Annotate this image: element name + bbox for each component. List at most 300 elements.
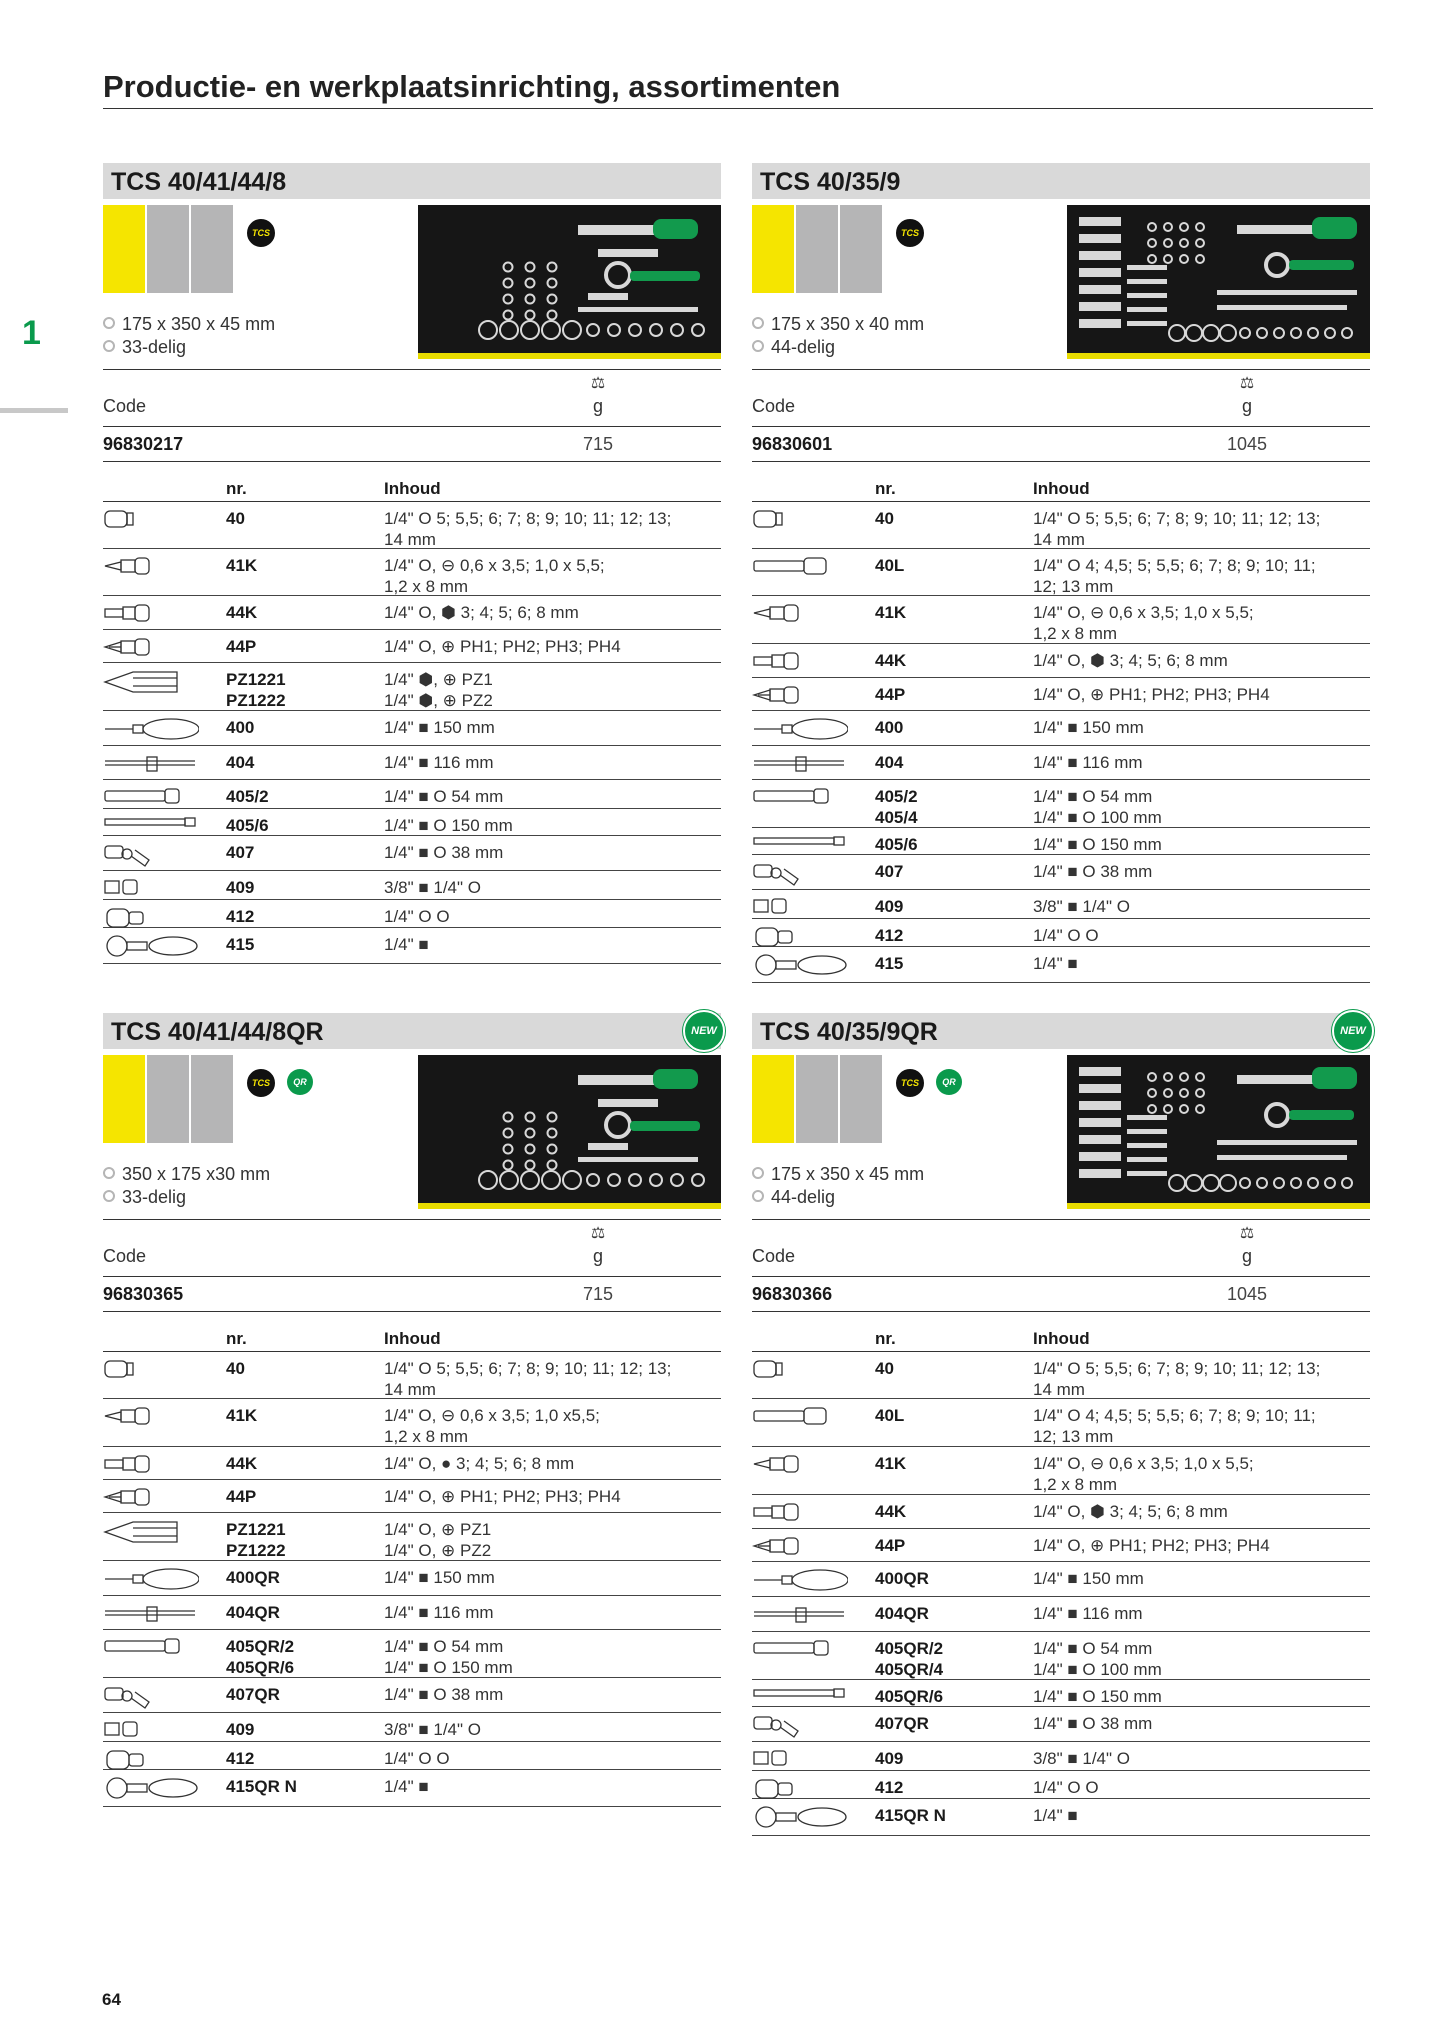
adapter-icon [103, 1719, 198, 1739]
product-photo [1067, 1055, 1370, 1209]
article-code-row [103, 425, 721, 462]
table-row [103, 502, 721, 549]
logos [896, 1069, 974, 1097]
item-number: 407QR [875, 1714, 929, 1733]
item-contents: 1/4" ■ [1033, 1806, 1078, 1825]
table-row [103, 1447, 721, 1480]
dimensions [752, 1163, 924, 1186]
extension-bar-long-icon [103, 815, 198, 835]
section-header [103, 1013, 721, 1049]
table-row [103, 836, 721, 871]
item-contents: 1/4" ■ 116 mm [384, 1603, 494, 1622]
table-row [103, 1630, 721, 1678]
code-table-header [752, 1219, 1370, 1277]
table-row [752, 1352, 1370, 1399]
table-row [752, 746, 1370, 780]
color-swatches [752, 205, 884, 293]
item-number: 44P [226, 637, 257, 656]
dimensions-text: 175 x 350 x 45 mm [122, 314, 276, 334]
item-contents: 3/8" ■ 1/4" O [1033, 897, 1130, 916]
weight-unit: g [1241, 396, 1252, 416]
nr-header: nr. [875, 1329, 896, 1348]
code-table-header [103, 1219, 721, 1277]
item-number: 44K [875, 651, 907, 670]
item-number: 409 [226, 878, 255, 897]
item-contents: 1/4" O, ⊖ 0,6 x 3,5; 1,0 x 5,5; 1,2 x 8 mm [1033, 603, 1254, 643]
table-row [752, 502, 1370, 549]
item-number: 44P [226, 1487, 257, 1506]
table-row [103, 711, 721, 746]
contents-table [103, 1327, 721, 1807]
new-badge: NEW [1332, 1010, 1374, 1052]
table-row [103, 1513, 721, 1561]
socket-icon [752, 1358, 847, 1378]
bit-socket-icon [752, 1453, 847, 1473]
item-contents: 1/4" ■ 150 mm [384, 1568, 495, 1587]
logos [247, 219, 287, 247]
item-number: 44K [875, 1502, 907, 1521]
item-number: 407 [875, 862, 904, 881]
piece-count-text: 44-delig [771, 1187, 836, 1207]
section-title: TCS 40/41/44/8 [111, 168, 287, 196]
extension-bar-icon [103, 786, 198, 806]
item-contents: 1/4" O, ⬢ 3; 4; 5; 6; 8 mm [1033, 651, 1228, 670]
item-number: 400QR [226, 1568, 280, 1587]
socket-icon [103, 1358, 198, 1378]
bit-holder-icon [752, 925, 847, 945]
inhoud-header: Inhoud [384, 479, 441, 498]
item-contents: 1/4" O 4; 4,5; 5; 5,5; 6; 7; 8; 9; 10; 11; 12; 13 mm [1033, 556, 1316, 596]
item-number: 415 [226, 935, 255, 954]
product-specs [103, 313, 275, 359]
piece-count [103, 336, 275, 359]
table-row [103, 1742, 721, 1770]
article-weight: 715 [582, 434, 614, 454]
hex-bit-socket-icon [752, 650, 847, 670]
table-row [103, 1713, 721, 1742]
item-number: 44P [875, 685, 906, 704]
color-swatch [191, 1055, 233, 1143]
product-section [103, 163, 721, 954]
article-code: 96830365 [103, 1284, 184, 1304]
item-number: 405QR/6 [875, 1687, 944, 1706]
item-number: 400 [226, 718, 255, 737]
t-handle-icon [103, 752, 198, 772]
item-contents: 1/4" O, ⬢ 3; 4; 5; 6; 8 mm [384, 603, 579, 622]
article-code-row [752, 425, 1370, 462]
table-row [103, 549, 721, 596]
item-number: 404 [875, 753, 904, 772]
table-row [752, 890, 1370, 919]
item-contents: 1/4" O, ⊕ PH1; PH2; PH3; PH4 [1033, 1536, 1270, 1555]
screwdriver-handle-icon [752, 717, 847, 737]
table-row [103, 928, 721, 964]
table-row [103, 1480, 721, 1513]
table-row [752, 1742, 1370, 1771]
item-contents: 1/4" O, ● 3; 4; 5; 6; 8 mm [384, 1454, 575, 1473]
item-contents: 1/4" ■ O 38 mm [1033, 862, 1153, 881]
tcs-logo-icon: TCS [896, 219, 924, 247]
item-number: 40 [226, 1359, 245, 1378]
t-handle-icon [752, 1603, 847, 1623]
bit-holder-icon [752, 1777, 847, 1797]
product-photo [418, 205, 721, 359]
code-table-header [103, 369, 721, 427]
table-row [752, 1495, 1370, 1529]
bullet-icon [103, 1190, 115, 1202]
ratchet-icon [752, 953, 847, 973]
item-contents: 1/4" ■ O 54 mm 1/4" ■ O 100 mm [1033, 787, 1162, 827]
phillips-bit-socket-icon [752, 684, 847, 704]
article-code: 96830601 [752, 434, 833, 454]
item-number: 412 [226, 1749, 255, 1768]
tcs-logo-icon: TCS [247, 1069, 275, 1097]
dimensions [752, 313, 924, 336]
item-contents: 1/4" ■ 150 mm [384, 718, 495, 737]
extension-bar-long-icon [752, 1686, 847, 1706]
weight-unit: g [592, 1246, 603, 1266]
logos [896, 219, 936, 247]
item-number: 409 [875, 897, 904, 916]
hex-bit-socket-icon [103, 602, 198, 622]
pz-bit-icon [103, 1519, 198, 1539]
item-contents: 1/4" O 4; 4,5; 5; 5,5; 6; 7; 8; 9; 10; 11; 12; 13 mm [1033, 1406, 1316, 1446]
item-contents: 1/4" O O [1033, 926, 1099, 945]
adapter-icon [103, 877, 198, 897]
item-contents: 1/4" O, ⊖ 0,6 x 3,5; 1,0 x 5,5; 1,2 x 8 mm [384, 556, 605, 596]
inhoud-header: Inhoud [1033, 479, 1090, 498]
page-title: Productie- en werkplaatsinrichting, assortimenten [103, 68, 1373, 109]
color-swatch [103, 1055, 145, 1143]
adapter-icon [752, 1748, 847, 1768]
article-code: 96830366 [752, 1284, 833, 1304]
item-contents: 1/4" ■ [1033, 954, 1078, 973]
item-contents: 1/4" O, ⊖ 0,6 x 3,5; 1,0 x 5,5; 1,2 x 8 mm [1033, 1454, 1254, 1494]
color-swatches [752, 1055, 884, 1143]
t-handle-icon [752, 752, 847, 772]
hex-bit-socket-icon [752, 1501, 847, 1521]
article-weight: 1045 [1226, 434, 1268, 454]
table-row [752, 644, 1370, 678]
article-code-row [752, 1275, 1370, 1312]
item-contents: 1/4" O, ⊕ PH1; PH2; PH3; PH4 [384, 1487, 621, 1506]
ratchet-icon [103, 1776, 198, 1796]
item-number: 400 [875, 718, 904, 737]
color-swatch [752, 1055, 794, 1143]
table-row [103, 871, 721, 900]
item-contents: 1/4" ■ 116 mm [1033, 753, 1143, 772]
weight-scale-icon: ⚖ [590, 1225, 606, 1242]
bullet-icon [752, 1167, 764, 1179]
table-row [752, 780, 1370, 828]
item-number: 40L [875, 1406, 905, 1425]
table-row [103, 663, 721, 711]
product-section [103, 1013, 721, 1796]
weight-unit: g [1241, 1246, 1252, 1266]
item-number: 412 [875, 926, 904, 945]
section-header [752, 163, 1370, 199]
bit-holder-icon [103, 906, 198, 926]
inhoud-header: Inhoud [1033, 1329, 1090, 1348]
color-swatch [147, 1055, 189, 1143]
product-specs [103, 1163, 270, 1209]
article-code-row [103, 1275, 721, 1312]
chapter-number: 1 [22, 314, 41, 352]
weight-scale-icon: ⚖ [1239, 1225, 1255, 1242]
section-header [752, 1013, 1370, 1049]
table-row [752, 596, 1370, 644]
item-number: 44K [226, 1454, 258, 1473]
table-row [752, 711, 1370, 746]
section-title: TCS 40/35/9QR [760, 1018, 938, 1046]
table-row [103, 900, 721, 928]
contents-header [752, 477, 1370, 502]
nr-header: nr. [875, 479, 896, 498]
item-contents: 1/4" ■ O 38 mm [1033, 1714, 1153, 1733]
item-number: 404QR [226, 1603, 280, 1622]
screwdriver-handle-icon [103, 717, 198, 737]
item-number: 412 [875, 1778, 904, 1797]
bit-holder-icon [103, 1748, 198, 1768]
section-title: TCS 40/41/44/8QR [111, 1018, 324, 1046]
item-number: 404 [226, 753, 255, 772]
item-contents: 1/4" O 5; 5,5; 6; 7; 8; 9; 10; 11; 12; 13; 14 mm [384, 1359, 672, 1399]
chapter-marker [0, 408, 68, 413]
item-number: 400QR [875, 1569, 929, 1588]
bit-socket-icon [752, 602, 847, 622]
weight-unit: g [592, 396, 603, 416]
dimensions [103, 1163, 270, 1186]
contents-header [752, 1327, 1370, 1352]
weight-scale-icon: ⚖ [590, 375, 606, 392]
table-row [752, 947, 1370, 983]
inhoud-header: Inhoud [384, 1329, 441, 1348]
item-contents: 1/4" ■ O 54 mm 1/4" ■ O 150 mm [384, 1637, 513, 1677]
table-row [103, 596, 721, 630]
code-label: Code [103, 396, 147, 416]
item-number: 44K [226, 603, 258, 622]
logos [247, 1069, 325, 1097]
item-contents: 1/4" ■ O 38 mm [384, 1685, 504, 1704]
adapter-icon [752, 896, 847, 916]
bit-socket-icon [103, 1405, 198, 1425]
universal-joint-icon [752, 861, 847, 881]
item-contents: 1/4" O 5; 5,5; 6; 7; 8; 9; 10; 11; 12; 13; 14 mm [1033, 1359, 1321, 1399]
qr-logo-icon: QR [936, 1069, 962, 1095]
table-row [103, 1678, 721, 1713]
item-contents: 1/4" ■ O 54 mm 1/4" ■ O 100 mm [1033, 1639, 1162, 1679]
contents-header [103, 477, 721, 502]
table-row [752, 1680, 1370, 1707]
item-number: 41K [875, 603, 907, 622]
item-contents: 1/4" O, ⊕ PH1; PH2; PH3; PH4 [384, 637, 621, 656]
screwdriver-handle-icon [103, 1567, 198, 1587]
article-weight: 1045 [1226, 1284, 1268, 1304]
weight-scale-icon: ⚖ [1239, 375, 1255, 392]
ratchet-icon [103, 934, 198, 954]
table-row [752, 855, 1370, 890]
table-row [103, 1352, 721, 1399]
table-row [103, 780, 721, 809]
color-swatch [191, 205, 233, 293]
table-row [103, 1561, 721, 1596]
table-row [103, 746, 721, 780]
extension-bar-icon [752, 1638, 847, 1658]
code-table-header [752, 369, 1370, 427]
extension-bar-long-icon [752, 834, 847, 854]
item-number: PZ1221 PZ1222 [226, 670, 286, 710]
bullet-icon [752, 1190, 764, 1202]
section-title: TCS 40/35/9 [760, 168, 901, 196]
page-number: 64 [102, 1990, 121, 2009]
item-number: 409 [226, 1720, 255, 1739]
table-row [103, 1596, 721, 1630]
universal-joint-icon [103, 842, 198, 862]
new-badge: NEW [683, 1010, 725, 1052]
phillips-bit-socket-icon [103, 636, 198, 656]
item-contents: 1/4" O 5; 5,5; 6; 7; 8; 9; 10; 11; 12; 13; 14 mm [1033, 509, 1321, 549]
item-contents: 1/4" O O [384, 1749, 450, 1768]
color-swatch [840, 1055, 882, 1143]
universal-joint-icon [752, 1713, 847, 1733]
item-contents: 1/4" O, ⬢ 3; 4; 5; 6; 8 mm [1033, 1502, 1228, 1521]
item-number: 40L [875, 556, 905, 575]
piece-count [752, 1186, 924, 1209]
piece-count-text: 33-delig [122, 1187, 187, 1207]
item-number: PZ1221 PZ1222 [226, 1520, 286, 1560]
item-contents: 1/4" ■ O 150 mm [1033, 1687, 1162, 1706]
contents-table [103, 477, 721, 964]
table-row [752, 1597, 1370, 1632]
color-swatch [103, 205, 145, 293]
table-row [103, 1770, 721, 1807]
item-number: 40 [226, 509, 245, 528]
code-label: Code [752, 1246, 796, 1266]
item-number: 412 [226, 907, 255, 926]
table-row [752, 1799, 1370, 1836]
item-number: 407 [226, 843, 255, 862]
color-swatch [796, 1055, 838, 1143]
table-row [752, 1529, 1370, 1562]
color-swatches [103, 205, 235, 293]
bullet-icon [752, 317, 764, 329]
pz-bit-icon [103, 669, 198, 689]
item-number: 415QR N [226, 1777, 297, 1796]
bit-socket-icon [103, 555, 198, 575]
table-row [752, 919, 1370, 947]
piece-count [752, 336, 924, 359]
item-contents: 1/4" ■ [384, 935, 429, 954]
item-number: 405/2 405/4 [875, 787, 918, 827]
table-row [752, 1447, 1370, 1495]
hex-bit-socket-icon [103, 1453, 198, 1473]
item-number: 405QR/2 405QR/6 [226, 1637, 295, 1677]
piece-count [103, 1186, 270, 1209]
extension-bar-icon [103, 1636, 198, 1656]
dimensions-text: 350 x 175 x30 mm [122, 1164, 271, 1184]
table-row [752, 1399, 1370, 1447]
phillips-bit-socket-icon [103, 1486, 198, 1506]
code-label: Code [752, 396, 796, 416]
bullet-icon [752, 340, 764, 352]
product-section [752, 1013, 1370, 1825]
item-contents: 1/4" O, ⊕ PH1; PH2; PH3; PH4 [1033, 685, 1270, 704]
t-handle-icon [103, 1602, 198, 1622]
product-specs [752, 313, 924, 359]
item-number: 41K [226, 1406, 258, 1425]
screwdriver-handle-icon [752, 1568, 847, 1588]
item-contents: 1/4" ■ 116 mm [384, 753, 494, 772]
table-row [752, 1707, 1370, 1742]
table-row [752, 549, 1370, 596]
bullet-icon [103, 317, 115, 329]
color-swatch [752, 205, 794, 293]
item-contents: 1/4" O O [384, 907, 450, 926]
color-swatch [796, 205, 838, 293]
item-number: 41K [875, 1454, 907, 1473]
item-number: 409 [875, 1749, 904, 1768]
item-number: 40 [875, 509, 894, 528]
nr-header: nr. [226, 479, 247, 498]
item-contents: 1/4" ■ 150 mm [1033, 718, 1144, 737]
item-number: 41K [226, 556, 258, 575]
table-row [103, 809, 721, 836]
table-row [752, 678, 1370, 711]
item-contents: 3/8" ■ 1/4" O [384, 878, 481, 897]
color-swatches [103, 1055, 235, 1143]
item-contents: 1/4" ■ O 150 mm [1033, 835, 1162, 854]
item-contents: 1/4" ■ 116 mm [1033, 1604, 1143, 1623]
table-row [752, 828, 1370, 855]
article-weight: 715 [582, 1284, 614, 1304]
item-number: 44P [875, 1536, 906, 1555]
item-number: 405/6 [875, 835, 918, 854]
dimensions-text: 175 x 350 x 40 mm [771, 314, 925, 334]
item-contents: 1/4" ■ 150 mm [1033, 1569, 1144, 1588]
table-row [103, 630, 721, 663]
item-contents: 1/4" O O [1033, 1778, 1099, 1797]
item-contents: 1/4" ■ O 54 mm [384, 787, 504, 806]
qr-logo-icon: QR [287, 1069, 313, 1095]
dimensions [103, 313, 275, 336]
item-contents: 1/4" ■ O 150 mm [384, 816, 513, 835]
product-photo [1067, 205, 1370, 359]
item-number: 40 [875, 1359, 894, 1378]
contents-table [752, 1327, 1370, 1836]
item-contents: 1/4" O, ⊖ 0,6 x 3,5; 1,0 x5,5; 1,2 x 8 mm [384, 1406, 600, 1446]
piece-count-text: 44-delig [771, 337, 836, 357]
table-row [752, 1632, 1370, 1680]
bullet-icon [103, 1167, 115, 1179]
nr-header: nr. [226, 1329, 247, 1348]
item-contents: 1/4" ⬢, ⊕ PZ1 1/4" ⬢, ⊕ PZ2 [384, 670, 493, 710]
product-section [752, 163, 1370, 973]
product-specs [752, 1163, 924, 1209]
code-label: Code [103, 1246, 147, 1266]
tcs-logo-icon: TCS [247, 219, 275, 247]
item-number: 407QR [226, 1685, 280, 1704]
contents-table [752, 477, 1370, 983]
item-number: 405/2 [226, 787, 269, 806]
phillips-bit-socket-icon [752, 1535, 847, 1555]
color-swatch [840, 205, 882, 293]
table-row [103, 1399, 721, 1447]
article-code: 96830217 [103, 434, 184, 454]
item-number: 415QR N [875, 1806, 946, 1825]
ratchet-icon [752, 1805, 847, 1825]
section-header [103, 163, 721, 199]
item-contents: 1/4" ■ [384, 1777, 429, 1796]
